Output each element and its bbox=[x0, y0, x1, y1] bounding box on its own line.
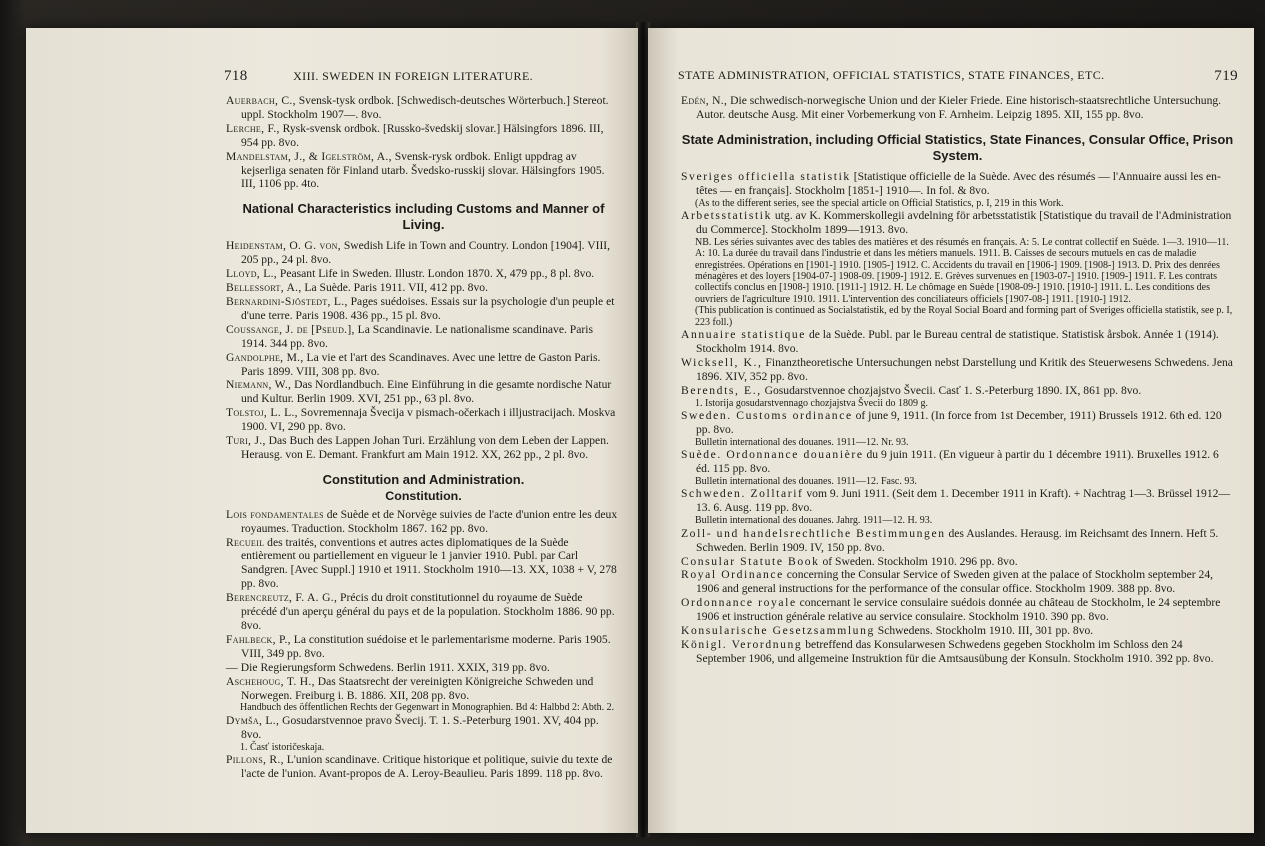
bibliography-entry bbox=[681, 356, 1234, 384]
entry-text: of Sweden. Stockholm 1910. 296 pp. 8vo. bbox=[819, 554, 1018, 568]
section-national-characteristics-title: National Characteristics including Customs and Manner of Living. bbox=[242, 201, 605, 233]
entry-author: Pillons, R., bbox=[226, 753, 284, 767]
entry-text: du 9 juin 1911. (En vigueur à partir du 1 décembre 1911). Bruxelles 1912. 6 éd. 115 pp. 8vo. bbox=[696, 448, 1219, 476]
entry-author: Arbetsstatistik bbox=[681, 209, 772, 223]
entry-text: Die Regierungsform Schwedens. Berlin 1911. XXIX, 319 pp. 8vo. bbox=[237, 660, 550, 674]
entry-author: Gandolphe, M., bbox=[226, 350, 304, 364]
bibliography-entry bbox=[681, 448, 1234, 476]
entry-text: betreffend das Konsularwesen Schwedens gegeben Stockholm im Schloss den 24 September 1906, und allgemeine Instruktion für die Amtsausübung der Konsuln. Stockholm 1910. 392 pp. 8vo. bbox=[696, 637, 1214, 665]
entry-text: concernant le service consulaire suédois donnée au château de Stockholm, le 24 septembre 1906 et instruction générale relative au service consulaire. Stockholm 1910. 390 pp. 8vo. bbox=[696, 596, 1221, 624]
entry-author: — bbox=[226, 660, 238, 674]
entry-text: Svensk-rysk ordbok. Enligt uppdrag av kejserliga senaten för Finland utarb. Švedsko-russkij slovar. Hälsingfors 1905. III, 1106 pp. 4to. bbox=[241, 149, 605, 191]
entry-author: Zoll- und handelsrechtliche Bestimmungen bbox=[681, 526, 946, 540]
bibliography-entry bbox=[681, 527, 1234, 555]
bibliography-entry bbox=[226, 323, 621, 351]
bibliography-entry bbox=[681, 328, 1234, 356]
entry-note: NB. Les séries suivantes avec des tables des matières et des résumés en français. A: 5. Le contrat collectif en Suède. 1—3. 1910—11. A: 10. La durée du travail dans l'industrie et dans les métiers manuels. 1911. B. Caisses de secours mutuels en cas de maladie enregistrées. Opérations en [1901-] 1910. [1905-] 1912. C. Accidents du travail en [1906-] 1909. [1908-] 1913. D. Prix des denrées ménagères et des loyers [1904-07-] 1908-09. [1909-] 1912. E. Grèves survenues en [1903-07-] 1910. [1909-] 1911. F. Les contrats collectifs conclus en [1908-] 1910. [1911-] 1912. H. Le chômage en Suède [1908-09-] 1910. [1910-] 1911. L. Les conditions des ouvriers de l'agriculture 1910. 1911. L'intervention des conciliateurs officiels [1907-08-] 1911. [1910-] 1912. bbox=[695, 236, 1229, 305]
right-page-number: 719 bbox=[1214, 68, 1238, 84]
bibliography-entry bbox=[226, 753, 621, 781]
bibliography-entry bbox=[681, 487, 1234, 515]
national-characteristics-entries bbox=[226, 239, 621, 462]
bibliography-entry bbox=[681, 170, 1234, 198]
entry-note: (As to the different series, see the special article on Official Statistics, p. I, 219 in this Work. bbox=[695, 197, 1064, 209]
bibliography-entry bbox=[226, 591, 621, 633]
bibliography-entry bbox=[681, 209, 1234, 237]
right-running-head bbox=[678, 68, 1238, 83]
entry-note: Bulletin international des douanes. 1911—12. Nr. 93. bbox=[695, 436, 909, 448]
bibliography-entry bbox=[681, 638, 1234, 666]
entry-text: La constitution suédoise et le parlementarisme moderne. Paris 1905. VIII, 349 pp. 8vo. bbox=[241, 632, 611, 660]
left-top-entries bbox=[226, 94, 621, 191]
entry-author: Berencreutz, F. A. G., bbox=[226, 591, 338, 605]
bibliography-entry bbox=[681, 94, 1234, 122]
bibliography-entry bbox=[226, 633, 621, 661]
entry-author: Sweden. Customs ordinance bbox=[681, 409, 853, 423]
entry-author: Königl. Verordnung bbox=[681, 637, 803, 651]
entry-author: Aschehoug, T. H., bbox=[226, 674, 315, 688]
entry-note: (This publication is continued as Socialstatistik, ed by the Royal Social Board and forming part of Sveriges officiella statistik, see p. I, 223 foll.) bbox=[695, 305, 1233, 328]
entry-note: 1. Istorija gosudarstvennago chozjajstva Švecii do 1809 g. bbox=[695, 397, 929, 409]
entry-text: Finanztheoretische Untersuchungen nebst Darstellung und Kritik des Steuerwesens Schwedens. Jena 1896. XIV, 352 pp. 8vo. bbox=[696, 355, 1233, 383]
entry-author: Auerbach, C., bbox=[226, 94, 296, 107]
bibliography-entry bbox=[681, 596, 1234, 624]
entry-author: Konsularische Gesetzsammlung bbox=[681, 624, 875, 638]
entry-author: Fahlbeck, P., bbox=[226, 632, 291, 646]
entry-text: of june 9, 1911. (In force from 1st December, 1911) Brussels 1912. 6th ed. 120 pp. 8vo. bbox=[696, 409, 1222, 436]
entry-author: Tolstoj, L. L., bbox=[226, 406, 298, 420]
entry-author: Sveriges officiella statistik bbox=[681, 169, 851, 183]
entry-author: Niemann, W., bbox=[226, 378, 292, 392]
entry-note: Bulletin international des douanes. 1911—12. Fasc. 93. bbox=[695, 476, 917, 488]
left-running-head bbox=[224, 68, 624, 85]
section-state-administration-title: State Administration, including Official Statistics, State Finances, Consular Office, Prison System. bbox=[681, 131, 1234, 163]
entry-author: Wicksell, K., bbox=[681, 355, 763, 369]
entry-text: des Auslandes. Herausg. im Reichsamt des Innern. Heft 5. Schweden. Berlin 1909. IV, 150 pp. 8vo. bbox=[696, 526, 1219, 554]
entry-text: Das Staatsrecht der vereinigten Königreiche Schweden und Norwegen. Freiburg i. B. 1886. XII, 208 pp. 8vo. bbox=[241, 674, 594, 702]
entry-author: Bellessort, A., bbox=[226, 281, 302, 295]
entry-text: [Statistique officielle de la Suède. Avec des résumés — l'Annuaire aussi les en-têtes — en français]. Stockholm [1851-] 1910—. In fol. & 8vo. bbox=[696, 169, 1221, 197]
left-page-number: 718 bbox=[224, 68, 248, 84]
entry-note: Bulletin international des douanes. Jahrg. 1911—12. H. 93. bbox=[695, 515, 933, 527]
entry-author: Heidenstam, O. G. von, bbox=[226, 239, 341, 253]
bibliography-entry bbox=[681, 624, 1234, 638]
bibliography-entry bbox=[226, 295, 621, 323]
state-administration-entries bbox=[681, 170, 1234, 666]
bibliography-entry bbox=[226, 406, 621, 434]
entry-text: La Suède. Paris 1911. VII, 412 pp. 8vo. bbox=[301, 281, 488, 295]
entry-text: vom 9. Juni 1911. (Seit dem 1. December 1911 in Kraft). + Nachtrag 1—3. Brüssel 1912—13. 6. Ausg. 119 pp. 8vo. bbox=[696, 487, 1231, 515]
entry-author: Berendts, E., bbox=[681, 383, 762, 397]
bibliography-entry bbox=[226, 122, 621, 150]
bibliography-entry bbox=[226, 661, 621, 675]
entry-text: La Scandinavie. Le nationalisme scandinave. Paris 1914. 344 pp. 8vo. bbox=[241, 322, 593, 350]
entry-author: Annuaire statistique bbox=[681, 328, 807, 342]
bibliography-entry bbox=[226, 351, 621, 379]
bibliography-entry bbox=[226, 150, 621, 192]
entry-text: Gosudarstvennoe chozjajstvo Švecii. Casť 1. S.-Peterburg 1890. IX, 861 pp. 8vo. bbox=[761, 383, 1142, 397]
entry-author: Coussange, J. de [Pseud.], bbox=[226, 322, 355, 336]
bibliography-entry bbox=[226, 434, 621, 462]
entry-text: Peasant Life in Sweden. Illustr. London 1870. X, 479 pp., 8 pl. 8vo. bbox=[276, 267, 595, 281]
entry-text: Das Nordlandbuch. Eine Einführung in die gesamte nordische Natur und Kultur. Berlin 1909. XVI, 251 pp., 63 pl. 8vo. bbox=[241, 378, 612, 406]
entry-author: Dymša, L., bbox=[226, 713, 280, 727]
entry-note: Handbuch des öffentlichen Rechts der Gegenwart in Monographien. Bd 4: Halbbd 2: Abth. 2. bbox=[240, 702, 615, 714]
entry-author: Mandelstam, J., & Igelström, A., bbox=[226, 149, 392, 163]
entry-text: de la Suède. Publ. par le Bureau central de statistique. Statistisk årsbok. Année 1 (1914). Stockholm 1914. 8vo. bbox=[696, 328, 1219, 355]
entry-author: Royal Ordinance bbox=[681, 568, 784, 582]
entry-author: Edén, N., bbox=[681, 94, 728, 107]
bibliography-entry bbox=[226, 239, 621, 267]
entry-text: L'union scandinave. Critique historique et politique, suivie du texte de l'acte de l'union. Avant-propos de A. Leroy-Beaulieu. Paris 1899. 118 pp. 8vo. bbox=[241, 753, 613, 780]
bibliography-entry bbox=[681, 384, 1234, 398]
entry-text: Swedish Life in Town and Country. London [1904]. VIII, 205 pp., 24 pl. 8vo. bbox=[241, 239, 611, 267]
entry-text: Schwedens. Stockholm 1910. III, 301 pp. 8vo. bbox=[874, 624, 1094, 638]
bibliography-entry bbox=[226, 378, 621, 406]
entry-author: Recueil bbox=[226, 535, 265, 549]
entry-text: utg. av K. Kommerskollegii avdelning för arbetsstatistik [Statistique du travail de l'Administration du Commerce]. Stockholm 1899—1913. 8vo. bbox=[696, 209, 1232, 236]
bibliography-entry bbox=[226, 508, 621, 536]
right-head-title: STATE ADMINISTRATION, OFFICIAL STATISTICS, STATE FINANCES, ETC. bbox=[678, 68, 1105, 82]
right-column bbox=[681, 94, 1234, 666]
entry-author: Lloyd, L., bbox=[226, 267, 277, 281]
bibliography-entry bbox=[226, 536, 621, 592]
entry-author: Turi, J., bbox=[226, 434, 266, 448]
bibliography-entry bbox=[681, 409, 1234, 437]
bibliography-entry bbox=[226, 267, 621, 281]
entry-text: Pages suédoises. Essais sur la psychologie d'un peuple et d'une terre. Paris 1908. 436 pp., 15 pl. 8vo. bbox=[241, 294, 615, 322]
left-head-title: XIII. SWEDEN IN FOREIGN LITERATURE. bbox=[293, 69, 534, 83]
right-page bbox=[648, 28, 1254, 833]
entry-author: Bernardini-Sjöstedt, L., bbox=[226, 294, 348, 308]
entry-author: Schweden. Zolltarif bbox=[681, 487, 804, 501]
constitution-subtitle: Constitution. bbox=[385, 488, 462, 503]
bibliography-entry bbox=[226, 714, 621, 742]
entry-text: Die schwedisch-norwegische Union und der Kieler Friede. Eine historisch-staatsrechtliche Untersuchung. Autor. deutsche Ausg. Mit einer Vorbemerkung von F. Arnheim. Leipzig 1895. XII, 155 pp. 8vo. bbox=[696, 94, 1222, 121]
bibliography-entry bbox=[226, 94, 621, 122]
left-column bbox=[226, 94, 621, 781]
entry-text: concerning the Consular Service of Sweden given at the palace of Stockholm september 24, 1906 and general instructions for the performance of the consular office. Stockholm 1909. 388 pp. 8vo. bbox=[696, 568, 1214, 596]
entry-text: Rysk-svensk ordbok. [Russko-švedskij slovar.] Hälsingfors 1896. III, 954 pp. 8vo. bbox=[241, 121, 604, 149]
entry-author: Consular Statute Book bbox=[681, 554, 820, 568]
entry-author: Lois fondamentales bbox=[226, 507, 324, 521]
bibliography-entry bbox=[226, 675, 621, 703]
bibliography-entry bbox=[681, 568, 1234, 596]
constitution-entries bbox=[226, 508, 621, 781]
bibliography-entry bbox=[681, 555, 1234, 569]
entry-text: Précis du droit constitutionnel du royaume de Suède précédé d'un aperçu général du pays et de la population. Stockholm 1886. 90 pp. 8vo. bbox=[241, 591, 615, 632]
entry-text: Das Buch des Lappen Johan Turi. Erzählung von dem Leben der Lappen. Herausg. von E. Demant. Frankfurt am Main 1912. XX, 262 pp., 2 pl. 8vo. bbox=[241, 434, 609, 461]
left-page bbox=[26, 28, 638, 833]
entry-text: Svensk-tysk ordbok. [Schwedisch-deutsches Wörterbuch.] Stereot. uppl. Stockholm 1907—. 8vo. bbox=[241, 94, 609, 121]
entry-text: de Suède et de Norvège suivies de l'acte d'union entre les deux royaumes. Traduction. Stockholm 1867. 162 pp. 8vo. bbox=[241, 507, 618, 535]
entry-text: des traités, conventions et autres actes diplomatiques de la Suède entièrement ou partiellement en vigueur le 1 janvier 1910. Publ. par Carl Sandgren. [Avec Suppl.] 1910 et 1911. Stockholm 1910—13. XX, 1038 + V, 278 pp. 8vo. bbox=[241, 535, 617, 591]
entry-text: Sovremennaja Švecija v pismach-očerkach i illjustracijach. Moskva 1900. VI, 290 pp. 8vo. bbox=[241, 406, 616, 434]
entry-note: 1. Časť istoričeskaja. bbox=[240, 741, 325, 753]
bibliography-entry bbox=[226, 281, 621, 295]
entry-text: Gosudarstvennoe pravo Švecij. T. 1. S.-Peterburg 1901. XV, 404 pp. 8vo. bbox=[241, 713, 599, 741]
section-constitution-title: Constitution and Administration. bbox=[322, 471, 525, 487]
entry-author: Suède. Ordonnance douanière bbox=[681, 448, 864, 462]
entry-text: La vie et l'art des Scandinaves. Avec une lettre de Gaston Paris. Paris 1899. VIII, 308 pp. 8vo. bbox=[241, 350, 601, 378]
entry-author: Lerche, F., bbox=[226, 121, 280, 135]
entry-author: Ordonnance royale bbox=[681, 596, 797, 610]
right-top-entries bbox=[681, 94, 1234, 122]
